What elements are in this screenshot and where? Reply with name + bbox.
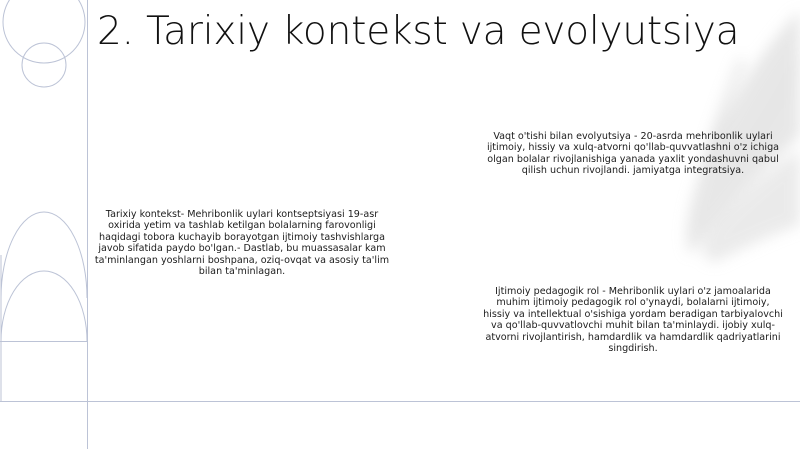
history-paragraph: Tarixiy kontekst- Mehribonlik uylari kontseptsiyasi 19-asr oxirida yetim va tashlab ketilgan bolalarning farovonligi haqidagi tobora kuchayib borayotgan ijtimoiy tashvishlarga javob sifatida paydo bo'lgan.- Dastlab, bu muassasalar kam ta'minlangan yoshlarni boshpana, oziq-ovqat va asosiy ta'lim bilan ta'minlagan. [94, 209, 390, 278]
slide-title: 2. Tarixiy kontekst va evolyutsiya [97, 9, 740, 54]
pedagogy-paragraph: Ijtimoiy pedagogik rol - Mehribonlik uylari o'z jamoalarida muhim ijtimoiy pedagogik rol o'ynaydi, bolalarni ijtimoiy, hissiy va intellektual o'sishiga yordam beradigan tarbiyalovchi va qo'llab-quvvatlovchi muhit bilan ta'minlaydi. ijobiy xulq-atvorni rivojlantirish, hamdardlik va hamdardlik qadriyatlarini singdirish. [483, 286, 783, 355]
arch-upper [1, 212, 87, 298]
circle-top-large [3, 0, 85, 63]
circle-top-small [22, 43, 66, 87]
arch-lower [1, 271, 87, 341]
evolution-paragraph: Vaqt o'tishi bilan evolyutsiya - 20-asrda mehribonlik uylari ijtimoiy, hissiy va xulq-atvorni qo'llab-quvvatlashni o'z ichiga olgan bolalar rivojlanishiga yanada yaxlit yondashuvni qabul qilish uchun rivojlandi. jamiyatga integratsiya. [486, 131, 780, 177]
